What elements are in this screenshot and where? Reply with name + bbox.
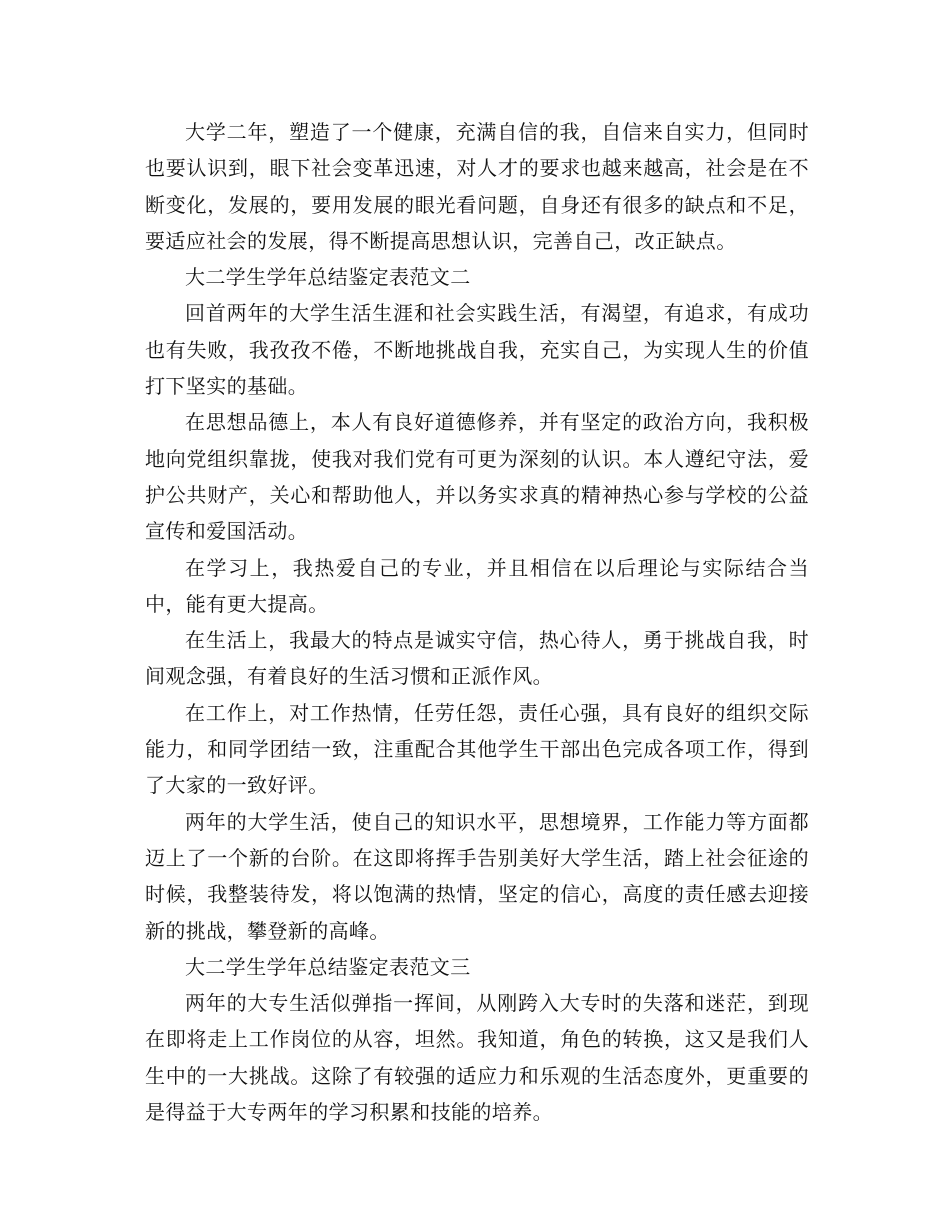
paragraph-2: 回首两年的大学生活生涯和社会实践生活，有渴望，有追求，有成功也有失败，我孜孜不倦，不断地挑战自我，充实自己，为实现人生的价值打下坚实的基础。 bbox=[145, 301, 809, 399]
section-heading-2: 大二学生学年总结鉴定表范文二 bbox=[185, 265, 471, 290]
paragraph-8: 两年的大专生活似弹指一挥间，从刚跨入大专时的失落和迷茫，到现在即将走上工作岗位的从容，坦然。我知道，角色的转换，这又是我们人生中的一大挑战。这除了有较强的适应力和乐观的生活态度外，更重要的是得益于大专两年的学习积累和技能的培养。 bbox=[145, 991, 809, 1125]
paragraph-5: 在生活上，我最大的特点是诚实守信，热心待人，勇于挑战自我，时间观念强，有着良好的生活习惯和正派作风。 bbox=[145, 628, 809, 689]
paragraph-6: 在工作上，对工作热情，任劳任怨，责任心强，具有良好的组织交际能力，和同学团结一致，注重配合其他学生干部出色完成各项工作，得到了大家的一致好评。 bbox=[145, 700, 809, 798]
paragraph-1: 大学二年，塑造了一个健康，充满自信的我，自信来自实力，但同时也要认识到，眼下社会变革迅速，对人才的要求也越来越高，社会是在不断变化，发展的，要用发展的眼光看问题，自身还有很多的缺点和不足，要适应社会的发展，得不断提高思想认识，完善自己，改正缺点。 bbox=[145, 120, 809, 253]
paragraph-3: 在思想品德上，本人有良好道德修养，并有坚定的政治方向，我积极地向党组织靠拢，使我对我们党有可更为深刻的认识。本人遵纪守法，爱护公共财产，关心和帮助他人，并以务实求真的精神热心参与学校的公益宣传和爱国活动。 bbox=[145, 410, 809, 544]
section-heading-3: 大二学生学年总结鉴定表范文三 bbox=[185, 954, 471, 979]
paragraph-7: 两年的大学生活，使自己的知识水平，思想境界，工作能力等方面都迈上了一个新的台阶。在这即将挥手告别美好大学生活，踏上社会征途的时候，我整装待发，将以饱满的热情，坚定的信心，高度的责任感去迎接新的挑战，攀登新的高峰。 bbox=[145, 809, 809, 943]
paragraph-4: 在学习上，我热爱自己的专业，并且相信在以后理论与实际结合当中，能有更大提高。 bbox=[145, 555, 809, 616]
document-body bbox=[145, 114, 809, 1130]
